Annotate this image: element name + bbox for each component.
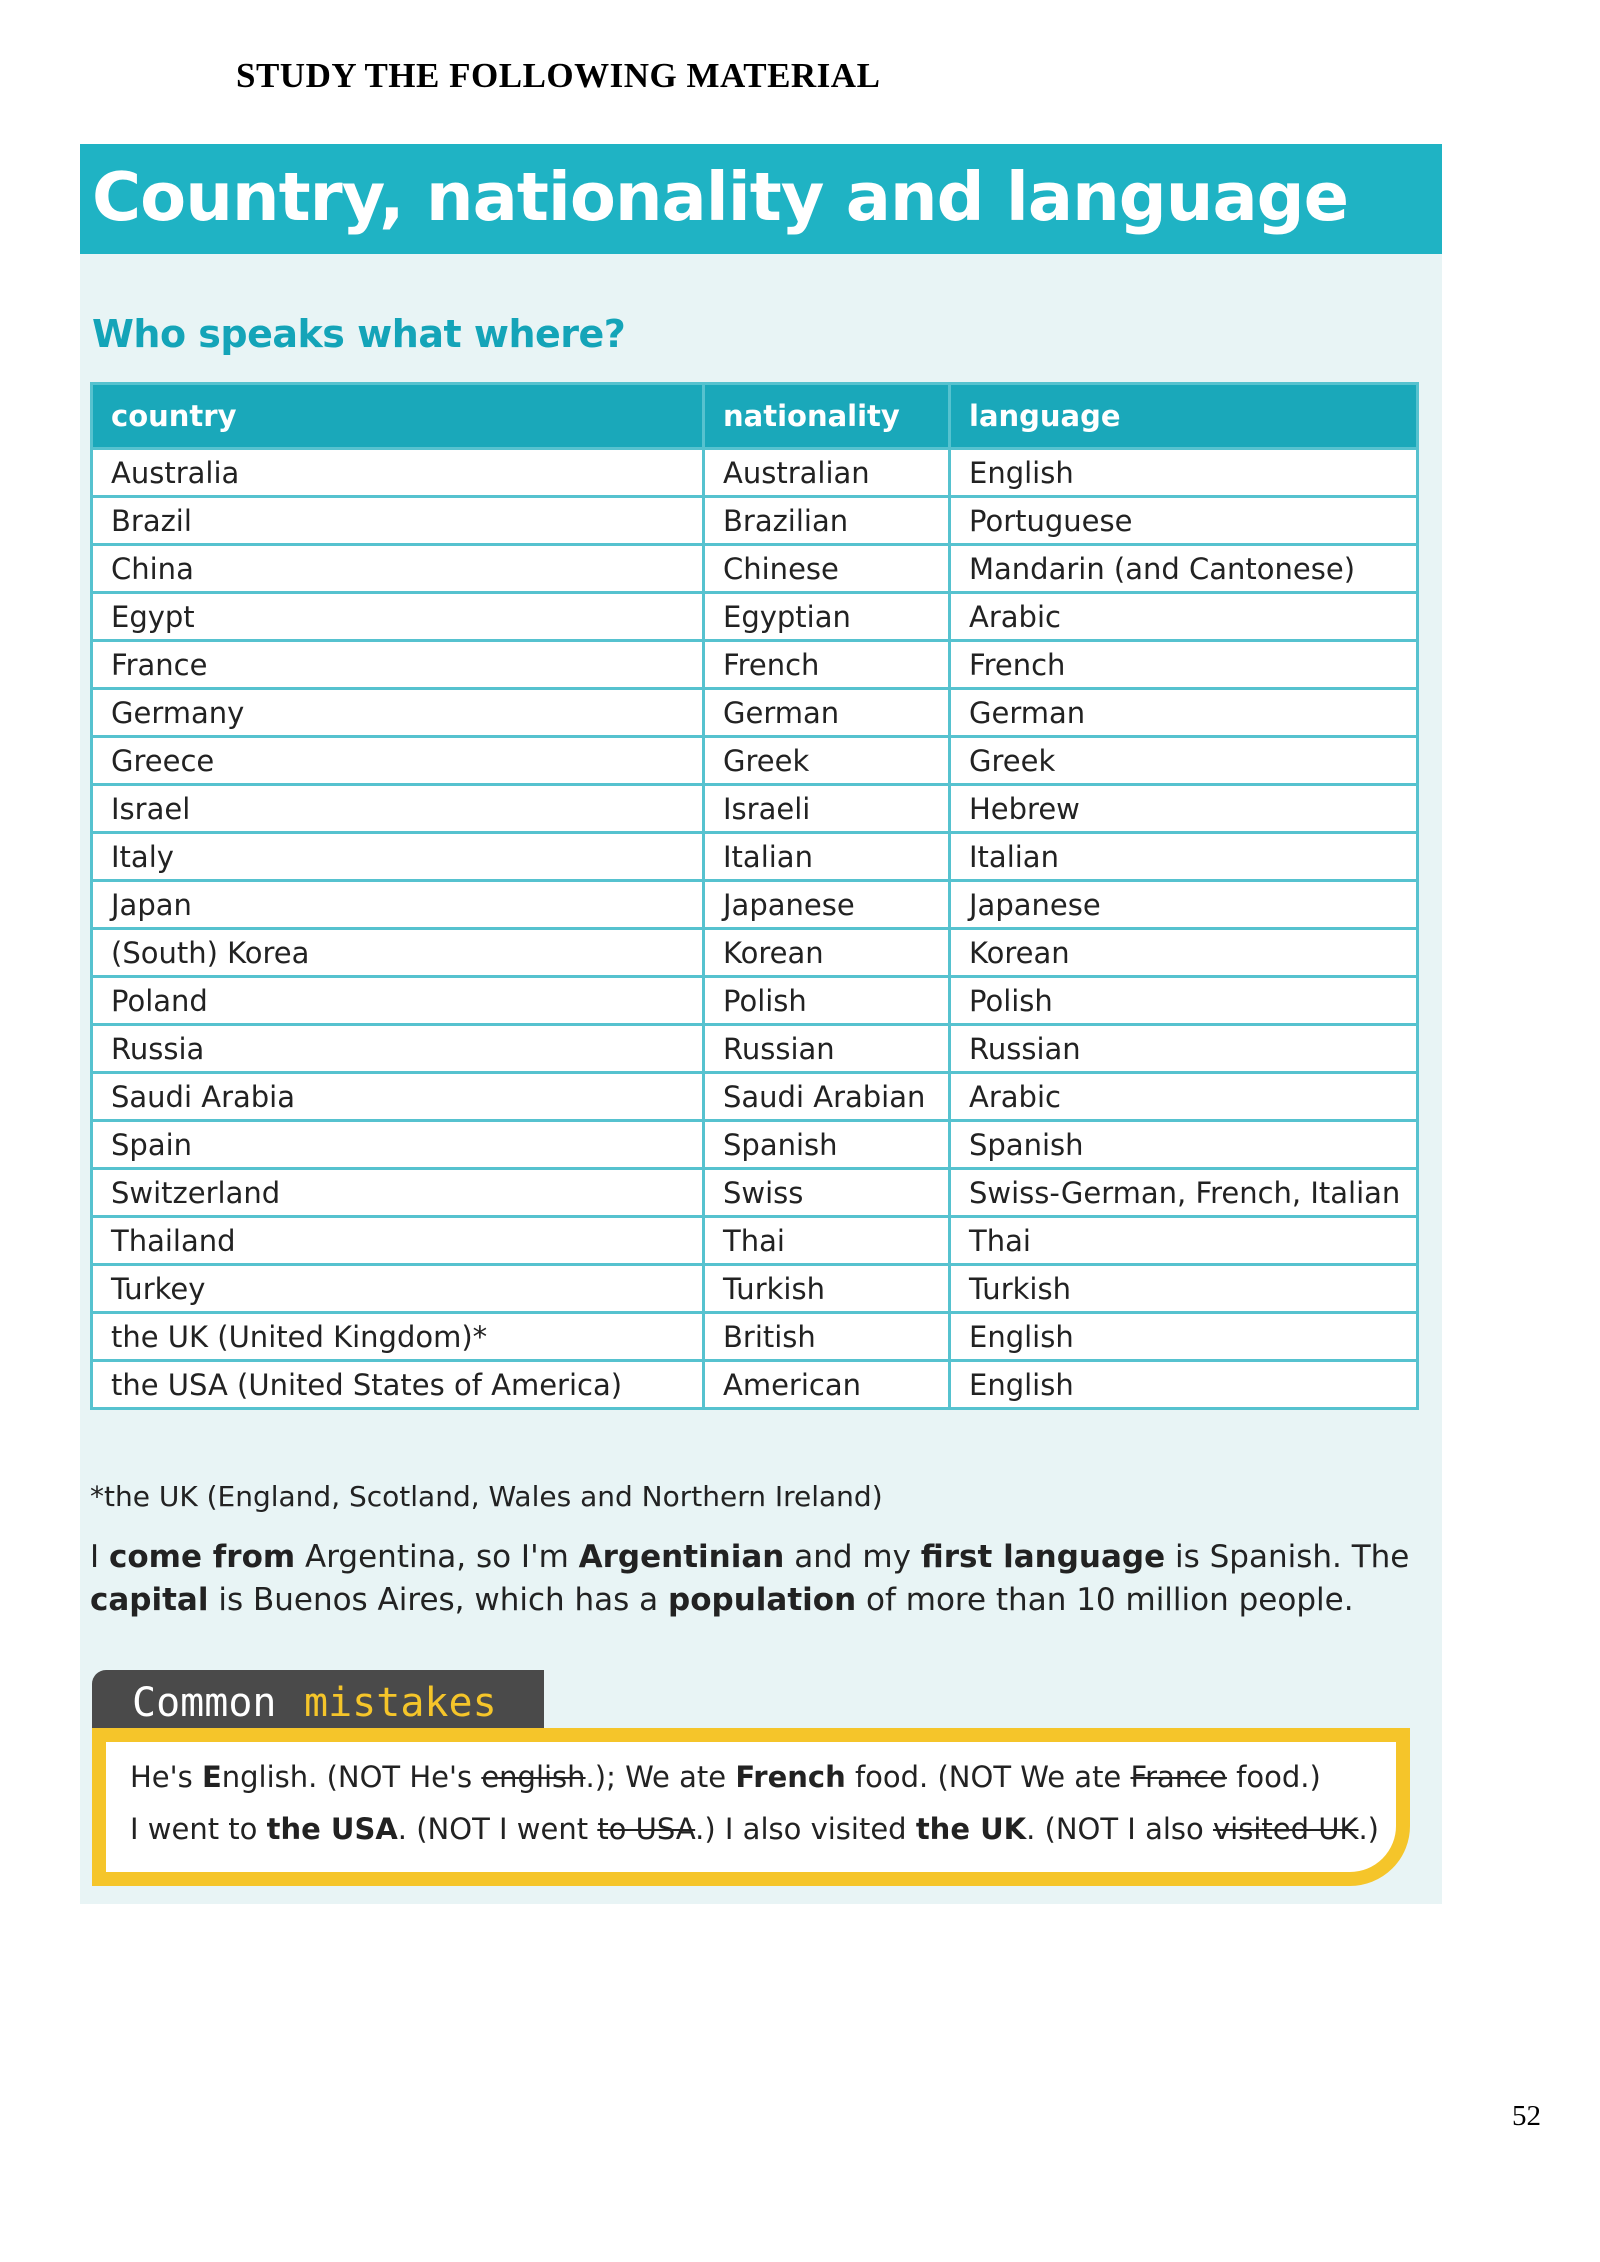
table-cell-country: Egypt — [92, 593, 704, 641]
table-row — [92, 1361, 1418, 1409]
mistake-line-2 — [130, 1812, 1379, 1846]
table-cell-country: (South) Korea — [92, 929, 704, 977]
table-cell-language: English — [950, 1361, 1418, 1409]
table-cell-nationality: Spanish — [704, 1121, 950, 1169]
table-row — [92, 593, 1418, 641]
table-cell-nationality: Brazilian — [704, 497, 950, 545]
mistake-correct: E — [201, 1760, 222, 1794]
mistake-text: food.) — [1226, 1760, 1321, 1794]
table-cell-language: Russian — [950, 1025, 1418, 1073]
title-bar — [80, 144, 1442, 254]
table-cell-nationality: Italian — [704, 833, 950, 881]
table-row — [92, 977, 1418, 1025]
column-header-country: country — [92, 384, 704, 449]
table-row — [92, 689, 1418, 737]
mistake-correct: the USA — [266, 1812, 398, 1846]
footnote: *the UK (England, Scotland, Wales and Northern Ireland) — [90, 1480, 883, 1513]
section-subtitle: Who speaks what where? — [92, 312, 626, 356]
table-cell-language: English — [950, 1313, 1418, 1361]
table-cell-language: German — [950, 689, 1418, 737]
table-cell-language: Greek — [950, 737, 1418, 785]
table-cell-language: Hebrew — [950, 785, 1418, 833]
column-header-nationality: nationality — [704, 384, 950, 449]
table-cell-nationality: Japanese — [704, 881, 950, 929]
table-row — [92, 737, 1418, 785]
table-row — [92, 929, 1418, 977]
table-cell-country: the USA (United States of America) — [92, 1361, 704, 1409]
table-row — [92, 1025, 1418, 1073]
table-cell-nationality: Greek — [704, 737, 950, 785]
mistake-text: . (NOT I also — [1026, 1812, 1213, 1846]
table-row — [92, 785, 1418, 833]
table-cell-language: Arabic — [950, 593, 1418, 641]
mistake-wrong: to USA — [597, 1812, 696, 1846]
table-row — [92, 1217, 1418, 1265]
mistake-correct: French — [735, 1760, 846, 1794]
table-cell-language: Korean — [950, 929, 1418, 977]
table-cell-language: Italian — [950, 833, 1418, 881]
table-cell-country: the UK (United Kingdom)* — [92, 1313, 704, 1361]
table-cell-country: France — [92, 641, 704, 689]
mistake-text: He's — [130, 1760, 202, 1794]
table-row — [92, 497, 1418, 545]
common-mistakes-label-part1: Common — [132, 1680, 277, 1726]
table-cell-country: Greece — [92, 737, 704, 785]
table-row — [92, 641, 1418, 689]
table-cell-nationality: Swiss — [704, 1169, 950, 1217]
table-cell-nationality: Chinese — [704, 545, 950, 593]
table-cell-nationality: Israeli — [704, 785, 950, 833]
table-body — [92, 449, 1418, 1409]
mistake-text: .) — [1358, 1812, 1379, 1846]
table-cell-nationality: Saudi Arabian — [704, 1073, 950, 1121]
table-row — [92, 1313, 1418, 1361]
table-cell-nationality: Australian — [704, 449, 950, 497]
mistake-wrong: France — [1130, 1760, 1227, 1794]
table-cell-language: Japanese — [950, 881, 1418, 929]
page-heading: STUDY THE FOLLOWING MATERIAL — [236, 56, 881, 95]
table-row — [92, 1073, 1418, 1121]
table-cell-nationality: Russian — [704, 1025, 950, 1073]
language-table — [90, 382, 1419, 1410]
mistake-text: .); We ate — [585, 1760, 736, 1794]
table-cell-country: Saudi Arabia — [92, 1073, 704, 1121]
table-cell-language: Arabic — [950, 1073, 1418, 1121]
table-cell-nationality: Polish — [704, 977, 950, 1025]
example-text: of more than 10 million people. — [856, 1582, 1354, 1618]
table-cell-country: Switzerland — [92, 1169, 704, 1217]
table-cell-language: Thai — [950, 1217, 1418, 1265]
table-cell-country: Brazil — [92, 497, 704, 545]
table-cell-country: Germany — [92, 689, 704, 737]
mistake-text: .) I also visited — [695, 1812, 916, 1846]
table-row — [92, 545, 1418, 593]
example-text: is Spanish. The — [1165, 1539, 1410, 1575]
example-keyword: first language — [920, 1539, 1166, 1575]
table-cell-language: Portuguese — [950, 497, 1418, 545]
mistake-text: food. (NOT We ate — [845, 1760, 1131, 1794]
table-cell-language: Turkish — [950, 1265, 1418, 1313]
example-keyword: Argentinian — [578, 1539, 785, 1575]
common-mistakes-label-part2: mistakes — [304, 1680, 497, 1726]
table-cell-language: Mandarin (and Cantonese) — [950, 545, 1418, 593]
table-cell-language: English — [950, 449, 1418, 497]
example-keyword: capital — [90, 1582, 209, 1618]
example-keyword: population — [668, 1582, 857, 1618]
mistake-wrong: visited UK — [1212, 1812, 1359, 1846]
table-header-row — [92, 384, 1418, 449]
column-header-language: language — [950, 384, 1418, 449]
common-mistakes-box — [92, 1728, 1410, 1886]
table-row — [92, 449, 1418, 497]
table-cell-country: Israel — [92, 785, 704, 833]
mistake-wrong: english — [481, 1760, 586, 1794]
table-cell-nationality: Turkish — [704, 1265, 950, 1313]
table-cell-country: Italy — [92, 833, 704, 881]
table-cell-nationality: Egyptian — [704, 593, 950, 641]
table-cell-nationality: French — [704, 641, 950, 689]
page-title: Country, nationality and language — [92, 158, 1349, 236]
mistake-line-1 — [130, 1760, 1321, 1794]
table-cell-language: Spanish — [950, 1121, 1418, 1169]
table-cell-language: French — [950, 641, 1418, 689]
mistake-correct: the UK — [915, 1812, 1027, 1846]
table-cell-country: Thailand — [92, 1217, 704, 1265]
mistake-text: nglish. (NOT He's — [221, 1760, 482, 1794]
example-paragraph — [90, 1536, 1410, 1622]
table-row — [92, 881, 1418, 929]
table-cell-nationality: American — [704, 1361, 950, 1409]
example-text: is Buenos Aires, which has a — [208, 1582, 669, 1618]
table-cell-language: Polish — [950, 977, 1418, 1025]
example-text: and my — [784, 1539, 921, 1575]
table-cell-country: Australia — [92, 449, 704, 497]
table-cell-country: Japan — [92, 881, 704, 929]
table-cell-country: Russia — [92, 1025, 704, 1073]
mistake-text: I went to — [130, 1812, 267, 1846]
example-text: Argentina, so I'm — [295, 1539, 579, 1575]
table-cell-nationality: Thai — [704, 1217, 950, 1265]
page-number: 52 — [1512, 2100, 1541, 2132]
content-panel — [80, 144, 1442, 1904]
table-cell-language: Swiss-German, French, Italian — [950, 1169, 1418, 1217]
example-text: I — [90, 1539, 109, 1575]
example-keyword: come from — [109, 1539, 296, 1575]
table-cell-nationality: British — [704, 1313, 950, 1361]
mistake-text: . (NOT I went — [397, 1812, 598, 1846]
table-row — [92, 1169, 1418, 1217]
table-row — [92, 1121, 1418, 1169]
table-cell-country: Turkey — [92, 1265, 704, 1313]
table-row — [92, 1265, 1418, 1313]
table-row — [92, 833, 1418, 881]
table-cell-country: China — [92, 545, 704, 593]
common-mistakes-tab — [92, 1670, 544, 1732]
table-cell-country: Spain — [92, 1121, 704, 1169]
table-cell-country: Poland — [92, 977, 704, 1025]
table-cell-nationality: Korean — [704, 929, 950, 977]
table-cell-nationality: German — [704, 689, 950, 737]
